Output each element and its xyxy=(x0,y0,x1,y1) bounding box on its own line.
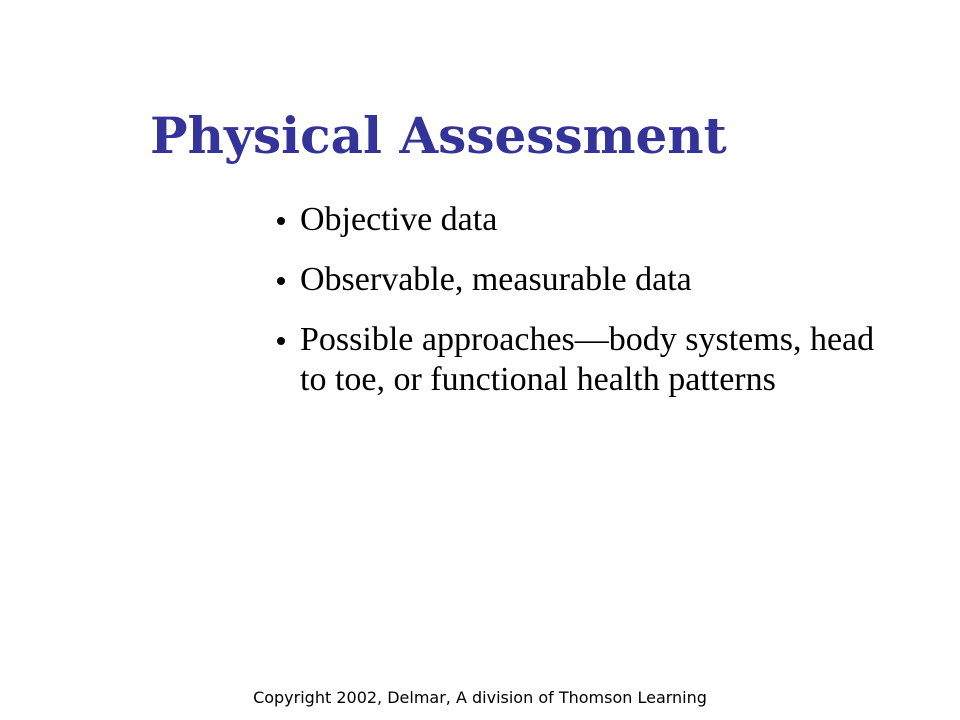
bullet-dot-icon xyxy=(277,337,285,345)
bullet-dot-icon xyxy=(277,277,285,285)
bullet-item xyxy=(268,260,908,300)
bullet-list xyxy=(268,200,908,420)
bullet-text: Objective data xyxy=(300,201,498,238)
slide-title: Physical Assessment xyxy=(150,106,727,165)
bullet-text: Possible approaches—body systems, head to toe, or functional health patterns xyxy=(300,321,875,398)
bullet-dot-icon xyxy=(277,217,285,225)
copyright-footer: Copyright 2002, Delmar, A division of Thomson Learning xyxy=(253,688,707,707)
bullet-item xyxy=(268,320,908,400)
bullet-item xyxy=(268,200,908,240)
bullet-text: Observable, measurable data xyxy=(300,261,692,298)
